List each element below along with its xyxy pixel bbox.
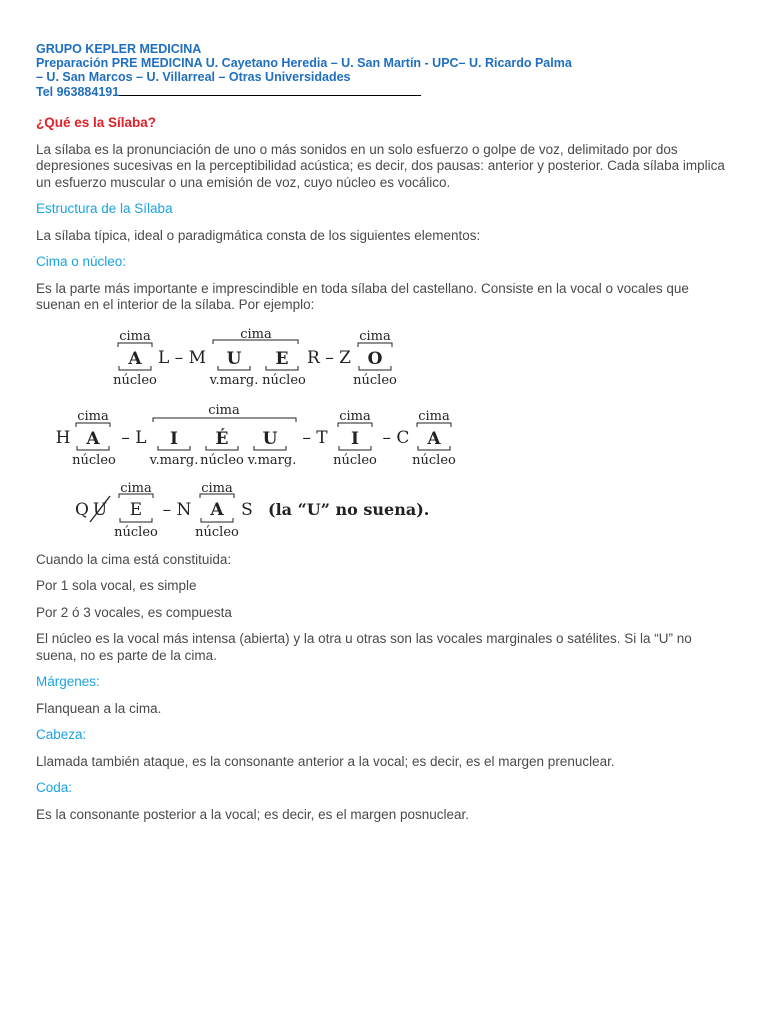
consonants: – T	[302, 428, 328, 448]
nucleo-label: núcleo	[353, 373, 397, 388]
underline-divider	[119, 84, 421, 96]
nucleo-label: núcleo	[412, 453, 456, 468]
letter-e: E	[129, 500, 143, 520]
letter-a: A	[210, 500, 224, 520]
silent-u-note: (la “U” no suena).	[268, 500, 430, 519]
letter-h: H	[55, 428, 71, 448]
margins-heading: Márgenes:	[36, 674, 100, 689]
cima-paragraph: Es la parte más importante e imprescindible en toda sílaba del castellano. Consiste en la vocal o vocales que suenan en el interior de la sílaba. Por ejemplo:	[36, 280, 689, 312]
letter-a: A	[128, 349, 142, 369]
letter-e-accent: É	[215, 429, 229, 449]
vmarg-label: v.marg.	[209, 373, 259, 388]
cima-label: cima	[208, 403, 240, 418]
compound-paragraph: Por 2 ó 3 vocales, es compuesta	[36, 604, 232, 620]
phone-number: Tel 963884191	[36, 85, 120, 99]
structure-paragraph: La sílaba típica, ideal o paradigmática consta de los siguientes elementos:	[36, 227, 481, 243]
head-heading: Cabeza:	[36, 727, 87, 742]
document-header	[36, 42, 572, 99]
cima-label: cima	[120, 481, 152, 496]
section-title: ¿Qué es la Sílaba?	[36, 115, 157, 130]
nucleus-paragraph: El núcleo es la vocal más intensa (abierta) y la otra u otras son las vocales marginales o satélites. Si la “U” no suena, no es parte de la cima.	[36, 631, 692, 663]
nucleo-label: núcleo	[195, 525, 239, 540]
cima-label: cima	[359, 329, 391, 344]
nucleo-label: núcleo	[200, 453, 244, 468]
letter-u: U	[262, 429, 278, 449]
vmarg-label: v.marg.	[149, 453, 199, 468]
letter-e: E	[275, 349, 289, 369]
cima-label: cima	[201, 481, 233, 496]
simple-paragraph: Por 1 sola vocal, es simple	[36, 578, 197, 593]
cima-label: cima	[418, 409, 450, 424]
cima-label: cima	[77, 409, 109, 424]
letter-q: Q	[75, 500, 89, 520]
letter-s: S	[241, 500, 253, 520]
header-phone	[36, 84, 572, 99]
header-universities-2: – U. San Marcos – U. Villarreal – Otras Universidades	[36, 70, 351, 84]
letter-u: U	[226, 349, 242, 369]
definition-paragraph: La sílaba es la pronunciación de uno o más sonidos en un solo esfuerzo o golpe de voz, delimitado por dos depresiones sucesivas en la perceptibilidad acústica; es decir, dos pausas: anterior y posterior. Cada sílaba implica un esfuerzo muscular o una emisión de voz, cuyo núcleo es vocálico.	[36, 141, 725, 190]
cima-label: cima	[240, 327, 272, 342]
cima-label: cima	[339, 409, 371, 424]
nucleo-label: núcleo	[262, 373, 306, 388]
letter-a: A	[86, 429, 100, 449]
letter-u-silent: U	[92, 500, 108, 520]
consonants: – C	[382, 428, 410, 448]
margins-paragraph: Flanquean a la cima.	[36, 700, 162, 716]
nucleo-label: núcleo	[114, 525, 158, 540]
nucleo-label: núcleo	[113, 373, 157, 388]
letter-o: O	[367, 349, 383, 369]
coda-paragraph: Es la consonante posterior a la vocal; es decir, es el margen posnuclear.	[36, 806, 469, 822]
coda-heading: Coda:	[36, 780, 73, 795]
header-group-name: GRUPO KEPLER MEDICINA	[36, 42, 202, 56]
cima-label: cima	[119, 329, 151, 344]
head-paragraph: Llamada también ataque, es la consonante anterior a la vocal; es decir, es el margen prenuclear.	[36, 753, 615, 769]
cima-constituted-paragraph: Cuando la cima está constituida:	[36, 551, 232, 567]
vmarg-label: v.marg.	[247, 453, 297, 468]
cima-heading: Cima o núcleo:	[36, 254, 127, 269]
structure-heading: Estructura de la Sílaba	[36, 201, 173, 216]
nucleo-label: núcleo	[333, 453, 377, 468]
consonants: L – M	[157, 348, 207, 368]
letter-i: I	[170, 429, 178, 449]
consonants: – L	[121, 428, 147, 448]
consonants: – N	[162, 500, 192, 520]
header-universities-1: Preparación PRE MEDICINA U. Cayetano Heredia – U. San Martín - UPC– U. Ricardo Palma	[36, 56, 572, 70]
document-body	[36, 115, 736, 823]
nucleo-label: núcleo	[72, 453, 116, 468]
letter-a: A	[427, 429, 441, 449]
consonants: R – Z	[307, 348, 351, 368]
letter-i: I	[351, 429, 359, 449]
diagram-spacer	[36, 314, 736, 552]
